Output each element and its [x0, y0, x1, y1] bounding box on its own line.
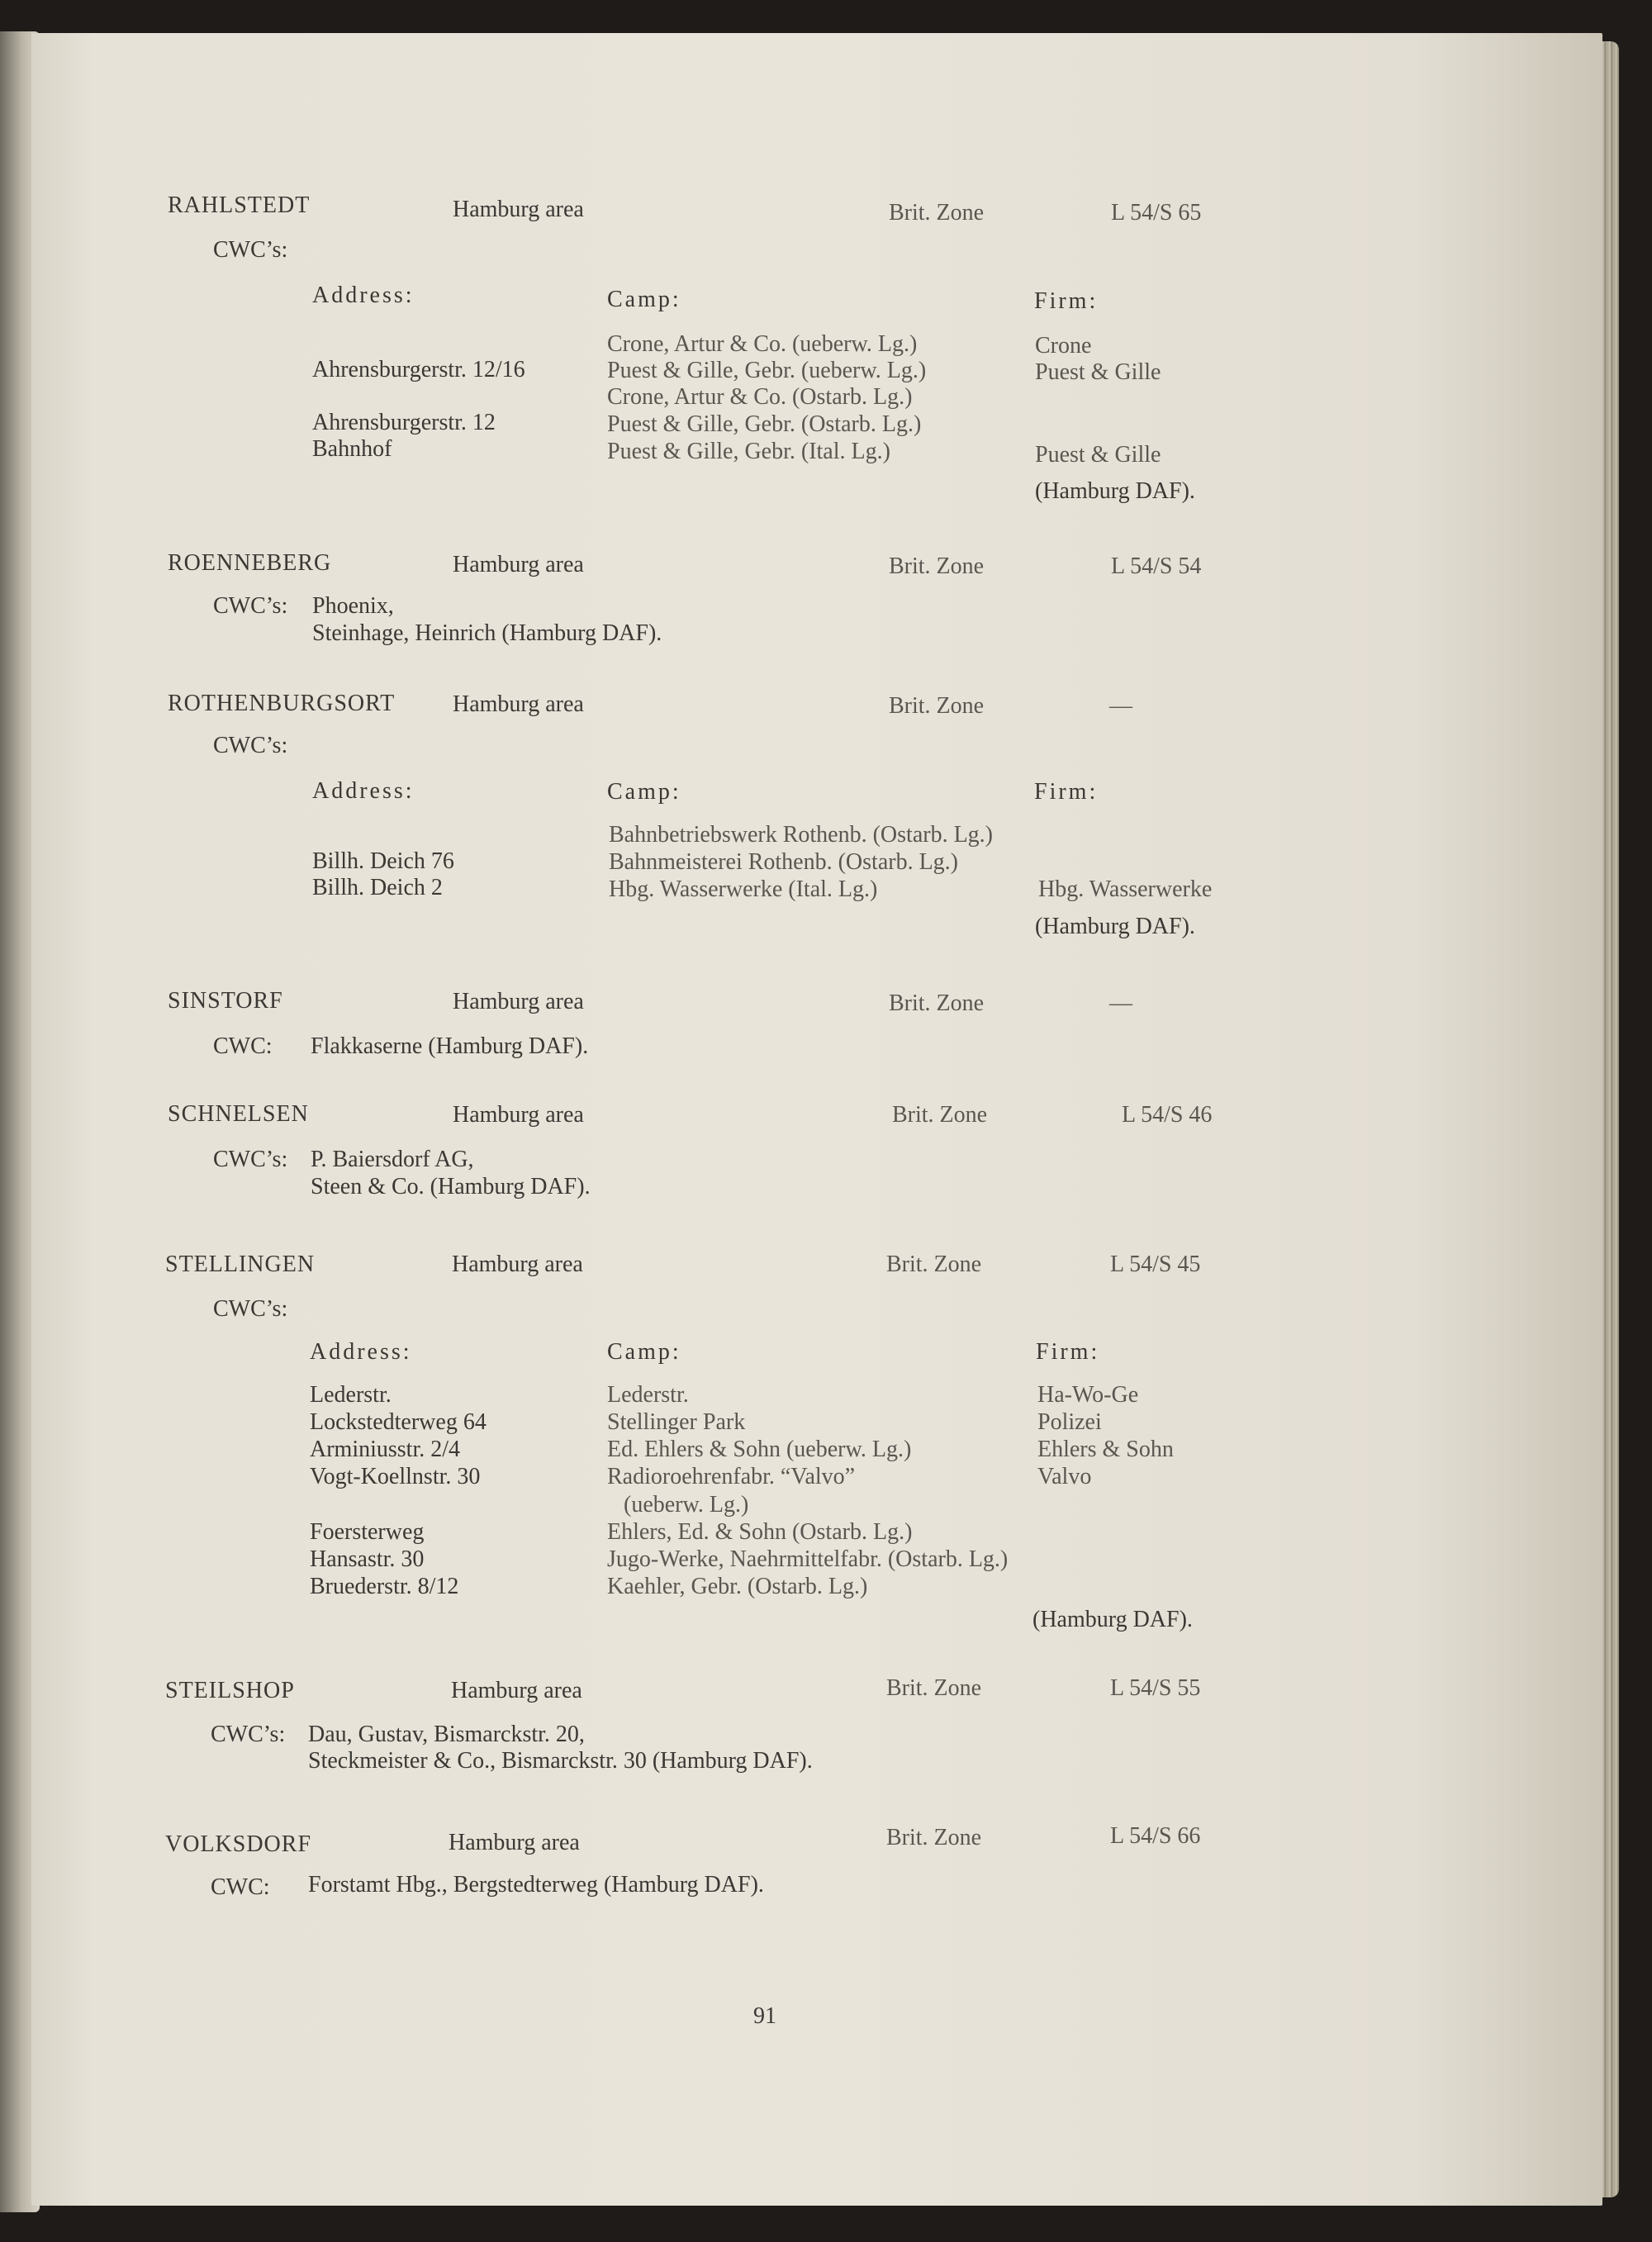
firm-header: Firm: [1036, 1339, 1100, 1365]
camp-header: Camp: [607, 779, 681, 805]
place-name: ROENNEBERG [168, 550, 332, 576]
firm-cell: Hbg. Wasserwerke [1038, 876, 1213, 902]
area: Hamburg area [453, 197, 584, 222]
camp-cell: Puest & Gille, Gebr. (Ostarb. Lg.) [607, 411, 922, 437]
cwc-line: Steinhage, Heinrich (Hamburg DAF). [312, 620, 662, 646]
zone: Brit. Zone [889, 200, 985, 226]
page-number: 91 [753, 2003, 776, 2029]
address-cell: Hansastr. 30 [310, 1546, 425, 1572]
address-cell: Bruederstr. 8/12 [310, 1574, 459, 1599]
cwc-line: Phoenix, [312, 593, 394, 619]
cwc-label: CWC’s: [213, 593, 288, 619]
place-name: VOLKSDORF [165, 1831, 312, 1857]
address-header: Address: [312, 778, 415, 804]
firm-cell: Valvo [1037, 1464, 1092, 1489]
cwc-label: CWC: [211, 1874, 270, 1900]
map-ref: L 54/S 55 [1110, 1675, 1201, 1701]
address-cell: Ahrensburgerstr. 12 [312, 410, 496, 435]
map-ref: L 54/S 46 [1122, 1102, 1213, 1128]
address-cell: Arminiusstr. 2/4 [310, 1437, 461, 1462]
camp-cell: Radioroehrenfabr. “Valvo” [607, 1464, 856, 1489]
firm-cell: Polizei [1037, 1409, 1102, 1435]
cwc-line: Dau, Gustav, Bismarckstr. 20, [308, 1722, 585, 1747]
firm-header: Firm: [1034, 288, 1099, 314]
cwc-label: CWC’s: [213, 237, 288, 263]
camp-cell: Hbg. Wasserwerke (Ital. Lg.) [609, 876, 878, 902]
cwc-label: CWC’s: [213, 1147, 288, 1172]
map-ref: L 54/S 45 [1110, 1252, 1201, 1277]
address-header: Address: [312, 283, 415, 308]
zone: Brit. Zone [886, 1252, 982, 1277]
firm-cell: Ha-Wo-Ge [1037, 1382, 1139, 1408]
camp-cell: Jugo-Werke, Naehrmittelfabr. (Ostarb. Lg.) [607, 1546, 1009, 1572]
address-cell: Lederstr. [310, 1382, 392, 1408]
camp-cell: Puest & Gille, Gebr. (ueberw. Lg.) [607, 358, 927, 383]
cwc-line: Steckmeister & Co., Bismarckstr. 30 (Hamburg DAF). [308, 1748, 813, 1774]
address-cell: Bahnhof [312, 436, 392, 462]
zone: Brit. Zone [892, 1102, 988, 1128]
cwc-line: P. Baiersdorf AG, [311, 1147, 474, 1172]
map-ref: L 54/S 54 [1111, 553, 1202, 579]
camp-header: Camp: [607, 287, 681, 312]
cwc-line: Forstamt Hbg., Bergstedterweg (Hamburg DAF). [308, 1872, 764, 1898]
camp-cell: Bahnmeisterei Rothenb. (Ostarb. Lg.) [609, 849, 959, 875]
map-ref: — [1109, 990, 1132, 1016]
area: Hamburg area [451, 1678, 582, 1703]
area: Hamburg area [453, 989, 584, 1014]
address-cell: Billh. Deich 2 [312, 875, 443, 900]
firm-header: Firm: [1034, 779, 1099, 805]
zone: Brit. Zone [889, 990, 985, 1016]
address-header: Address: [310, 1339, 412, 1365]
address-cell: Ahrensburgerstr. 12/16 [312, 357, 525, 382]
zone: Brit. Zone [886, 1675, 982, 1701]
zone: Brit. Zone [886, 1825, 982, 1850]
footer-note: (Hamburg DAF). [1035, 478, 1195, 504]
camp-cell: Ed. Ehlers & Sohn (ueberw. Lg.) [607, 1437, 912, 1462]
camp-cell: Kaehler, Gebr. (Ostarb. Lg.) [607, 1574, 868, 1599]
zone: Brit. Zone [889, 553, 985, 579]
place-name: SCHNELSEN [168, 1101, 309, 1127]
camp-cell: Lederstr. [607, 1382, 689, 1408]
area: Hamburg area [453, 691, 584, 717]
address-cell: Billh. Deich 76 [312, 848, 454, 874]
camp-cell: Crone, Artur & Co. (Ostarb. Lg.) [607, 384, 913, 410]
area: Hamburg area [453, 552, 584, 577]
map-ref: L 54/S 65 [1111, 200, 1202, 226]
footer-note: (Hamburg DAF). [1035, 914, 1195, 939]
cwc-label: CWC’s: [211, 1722, 286, 1747]
map-ref: L 54/S 66 [1110, 1823, 1201, 1849]
zone: Brit. Zone [889, 693, 985, 719]
footer-note: (Hamburg DAF). [1032, 1607, 1193, 1632]
address-cell: Vogt-Koellnstr. 30 [310, 1464, 481, 1489]
camp-cell: Puest & Gille, Gebr. (Ital. Lg.) [607, 439, 890, 464]
address-cell: Lockstedterweg 64 [310, 1409, 487, 1435]
camp-header: Camp: [607, 1339, 681, 1365]
camp-cell: (ueberw. Lg.) [624, 1492, 749, 1518]
cwc-label: CWC’s: [213, 1296, 288, 1322]
camp-cell: Stellinger Park [607, 1409, 746, 1435]
firm-cell: Puest & Gille [1035, 359, 1161, 385]
map-ref: — [1109, 693, 1132, 719]
firm-cell: Crone [1035, 333, 1092, 359]
area: Hamburg area [449, 1830, 580, 1855]
place-name: STELLINGEN [165, 1252, 316, 1277]
camp-cell: Crone, Artur & Co. (ueberw. Lg.) [607, 331, 918, 357]
cwc-line: Steen & Co. (Hamburg DAF). [311, 1174, 591, 1199]
firm-cell: Ehlers & Sohn [1037, 1437, 1174, 1462]
place-name: ROTHENBURGSORT [168, 691, 396, 716]
area: Hamburg area [453, 1102, 584, 1128]
camp-cell: Ehlers, Ed. & Sohn (Ostarb. Lg.) [607, 1519, 913, 1545]
address-cell: Foersterweg [310, 1519, 425, 1545]
place-name: STEILSHOP [165, 1678, 295, 1703]
cwc-label: CWC’s: [213, 733, 288, 758]
place-name: RAHLSTEDT [168, 192, 311, 218]
cwc-label: CWC: [213, 1033, 273, 1059]
place-name: SINSTORF [168, 988, 283, 1014]
camp-cell: Bahnbetriebswerk Rothenb. (Ostarb. Lg.) [609, 822, 993, 848]
area: Hamburg area [452, 1252, 583, 1277]
cwc-line: Flakkaserne (Hamburg DAF). [311, 1033, 589, 1059]
firm-cell: Puest & Gille [1035, 442, 1161, 468]
